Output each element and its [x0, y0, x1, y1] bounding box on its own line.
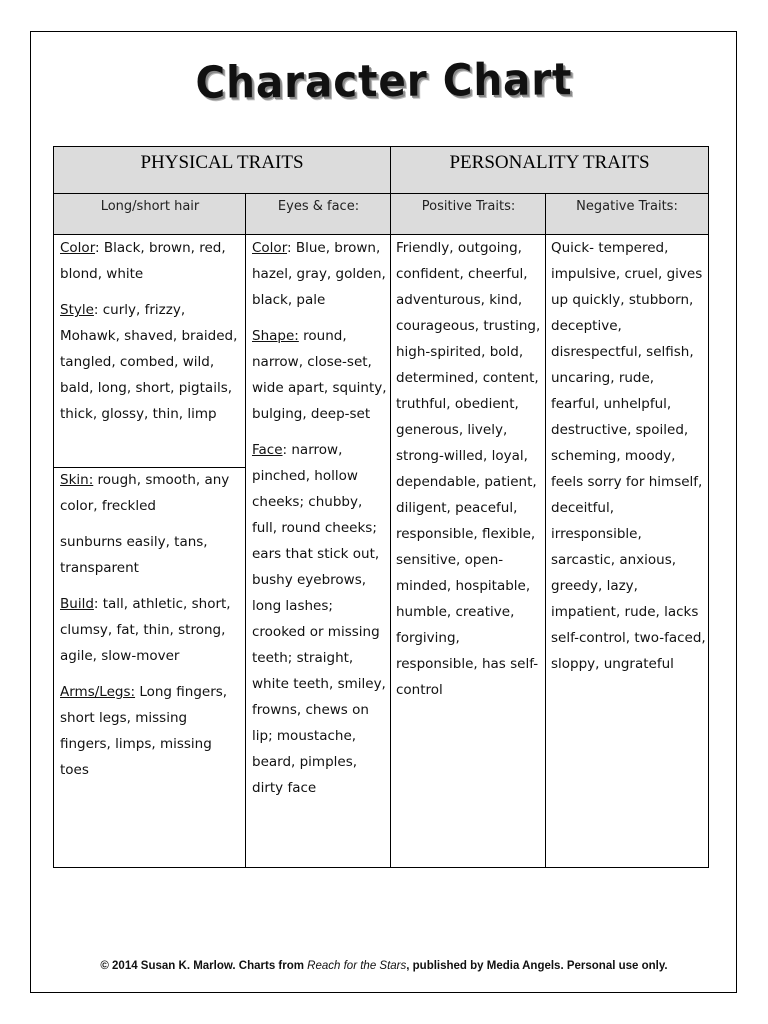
copyright-footer — [0, 960, 768, 972]
column-divider — [390, 147, 391, 867]
hair-color-label: Color — [60, 240, 96, 256]
positive-traits-text: Friendly, outgoing, confident, cheerful, adventurous, kind, courageous, trusting, high-spirited, bold, determined, content, truthful, obedient, generous, lively, strong-willed, loyal, dependable, patient, diligent, peaceful, responsible, flexible, sensitive, open-minded, hospitable, humble, creative, forgiving, responsible, has self-control — [396, 240, 541, 698]
header-personality-traits: PERSONALITY TRAITS — [391, 147, 708, 194]
build-label: Build — [60, 596, 94, 612]
positive-traits-column — [396, 235, 544, 713]
subheader-eyes-face: Eyes & face: — [246, 194, 391, 235]
column-divider — [545, 194, 546, 867]
hair-column — [60, 235, 242, 427]
shape-text: round, narrow, close-set, wide apart, squinty, bulging, deep-set — [252, 328, 387, 422]
negative-traits-text: Quick- tempered, impulsive, cruel, gives up quickly, stubborn, deceptive, disrespectful, selfish, uncaring, rude, fearful, unhelpful, destructive, spoiled, scheming, moody, feels sorry for himself, deceitful, irresponsible, sarcastic, anxious, greedy, lazy, impatient, rude, lacks self-control, two-faced, sloppy, ungrateful — [551, 240, 706, 672]
subheader-hair: Long/short hair — [54, 194, 246, 235]
negative-traits-column — [551, 235, 706, 687]
footer-prefix: © 2014 Susan K. Marlow. Charts from — [100, 960, 308, 972]
arms-legs-text: Long fingers, short legs, missing fingers, limps, missing toes — [60, 684, 228, 778]
page-title: Character Chart — [195, 54, 573, 109]
eyes-face-column — [252, 235, 388, 811]
footer-book-title: Reach for the Stars — [307, 960, 407, 972]
hair-color-text: : Black, brown, red, blond, white — [60, 240, 226, 282]
shape-label: Shape: — [252, 328, 299, 344]
skin-label: Skin: — [60, 472, 94, 488]
character-chart-table — [53, 146, 709, 868]
build-text: : tall, athletic, short, clumsy, fat, thin, strong, agile, slow-mover — [60, 596, 231, 664]
skin-text: rough, smooth, any color, freckled — [60, 472, 230, 514]
arms-legs-label: Arms/Legs: — [60, 684, 136, 700]
subheader-negative: Negative Traits: — [546, 194, 708, 235]
column-divider — [245, 194, 246, 867]
face-text: : narrow, pinched, hollow cheeks; chubby, full, round cheeks; ears that stick out, bushy eyebrows, long lashes; crooked or missing teeth; straight, white teeth, smiley, frowns, chews on lip; moustache, beard, pimples, dirty face — [252, 442, 386, 796]
subheader-positive: Positive Traits: — [391, 194, 546, 235]
skin-extra-text: sunburns easily, tans, transparent — [60, 534, 208, 576]
footer-suffix: , published by Media Angels. Personal use only. — [406, 960, 668, 972]
hair-style-label: Style — [60, 302, 94, 318]
face-label: Face — [252, 442, 283, 458]
eye-color-text: : Blue, brown, hazel, gray, golden, black, pale — [252, 240, 386, 308]
header-physical-traits: PHYSICAL TRAITS — [54, 147, 391, 194]
body-column — [60, 467, 242, 793]
hair-style-text: : curly, frizzy, Mohawk, shaved, braided, tangled, combed, wild, bald, long, short, pigtails, thick, glossy, thin, limp — [60, 302, 238, 422]
eye-color-label: Color — [252, 240, 288, 256]
